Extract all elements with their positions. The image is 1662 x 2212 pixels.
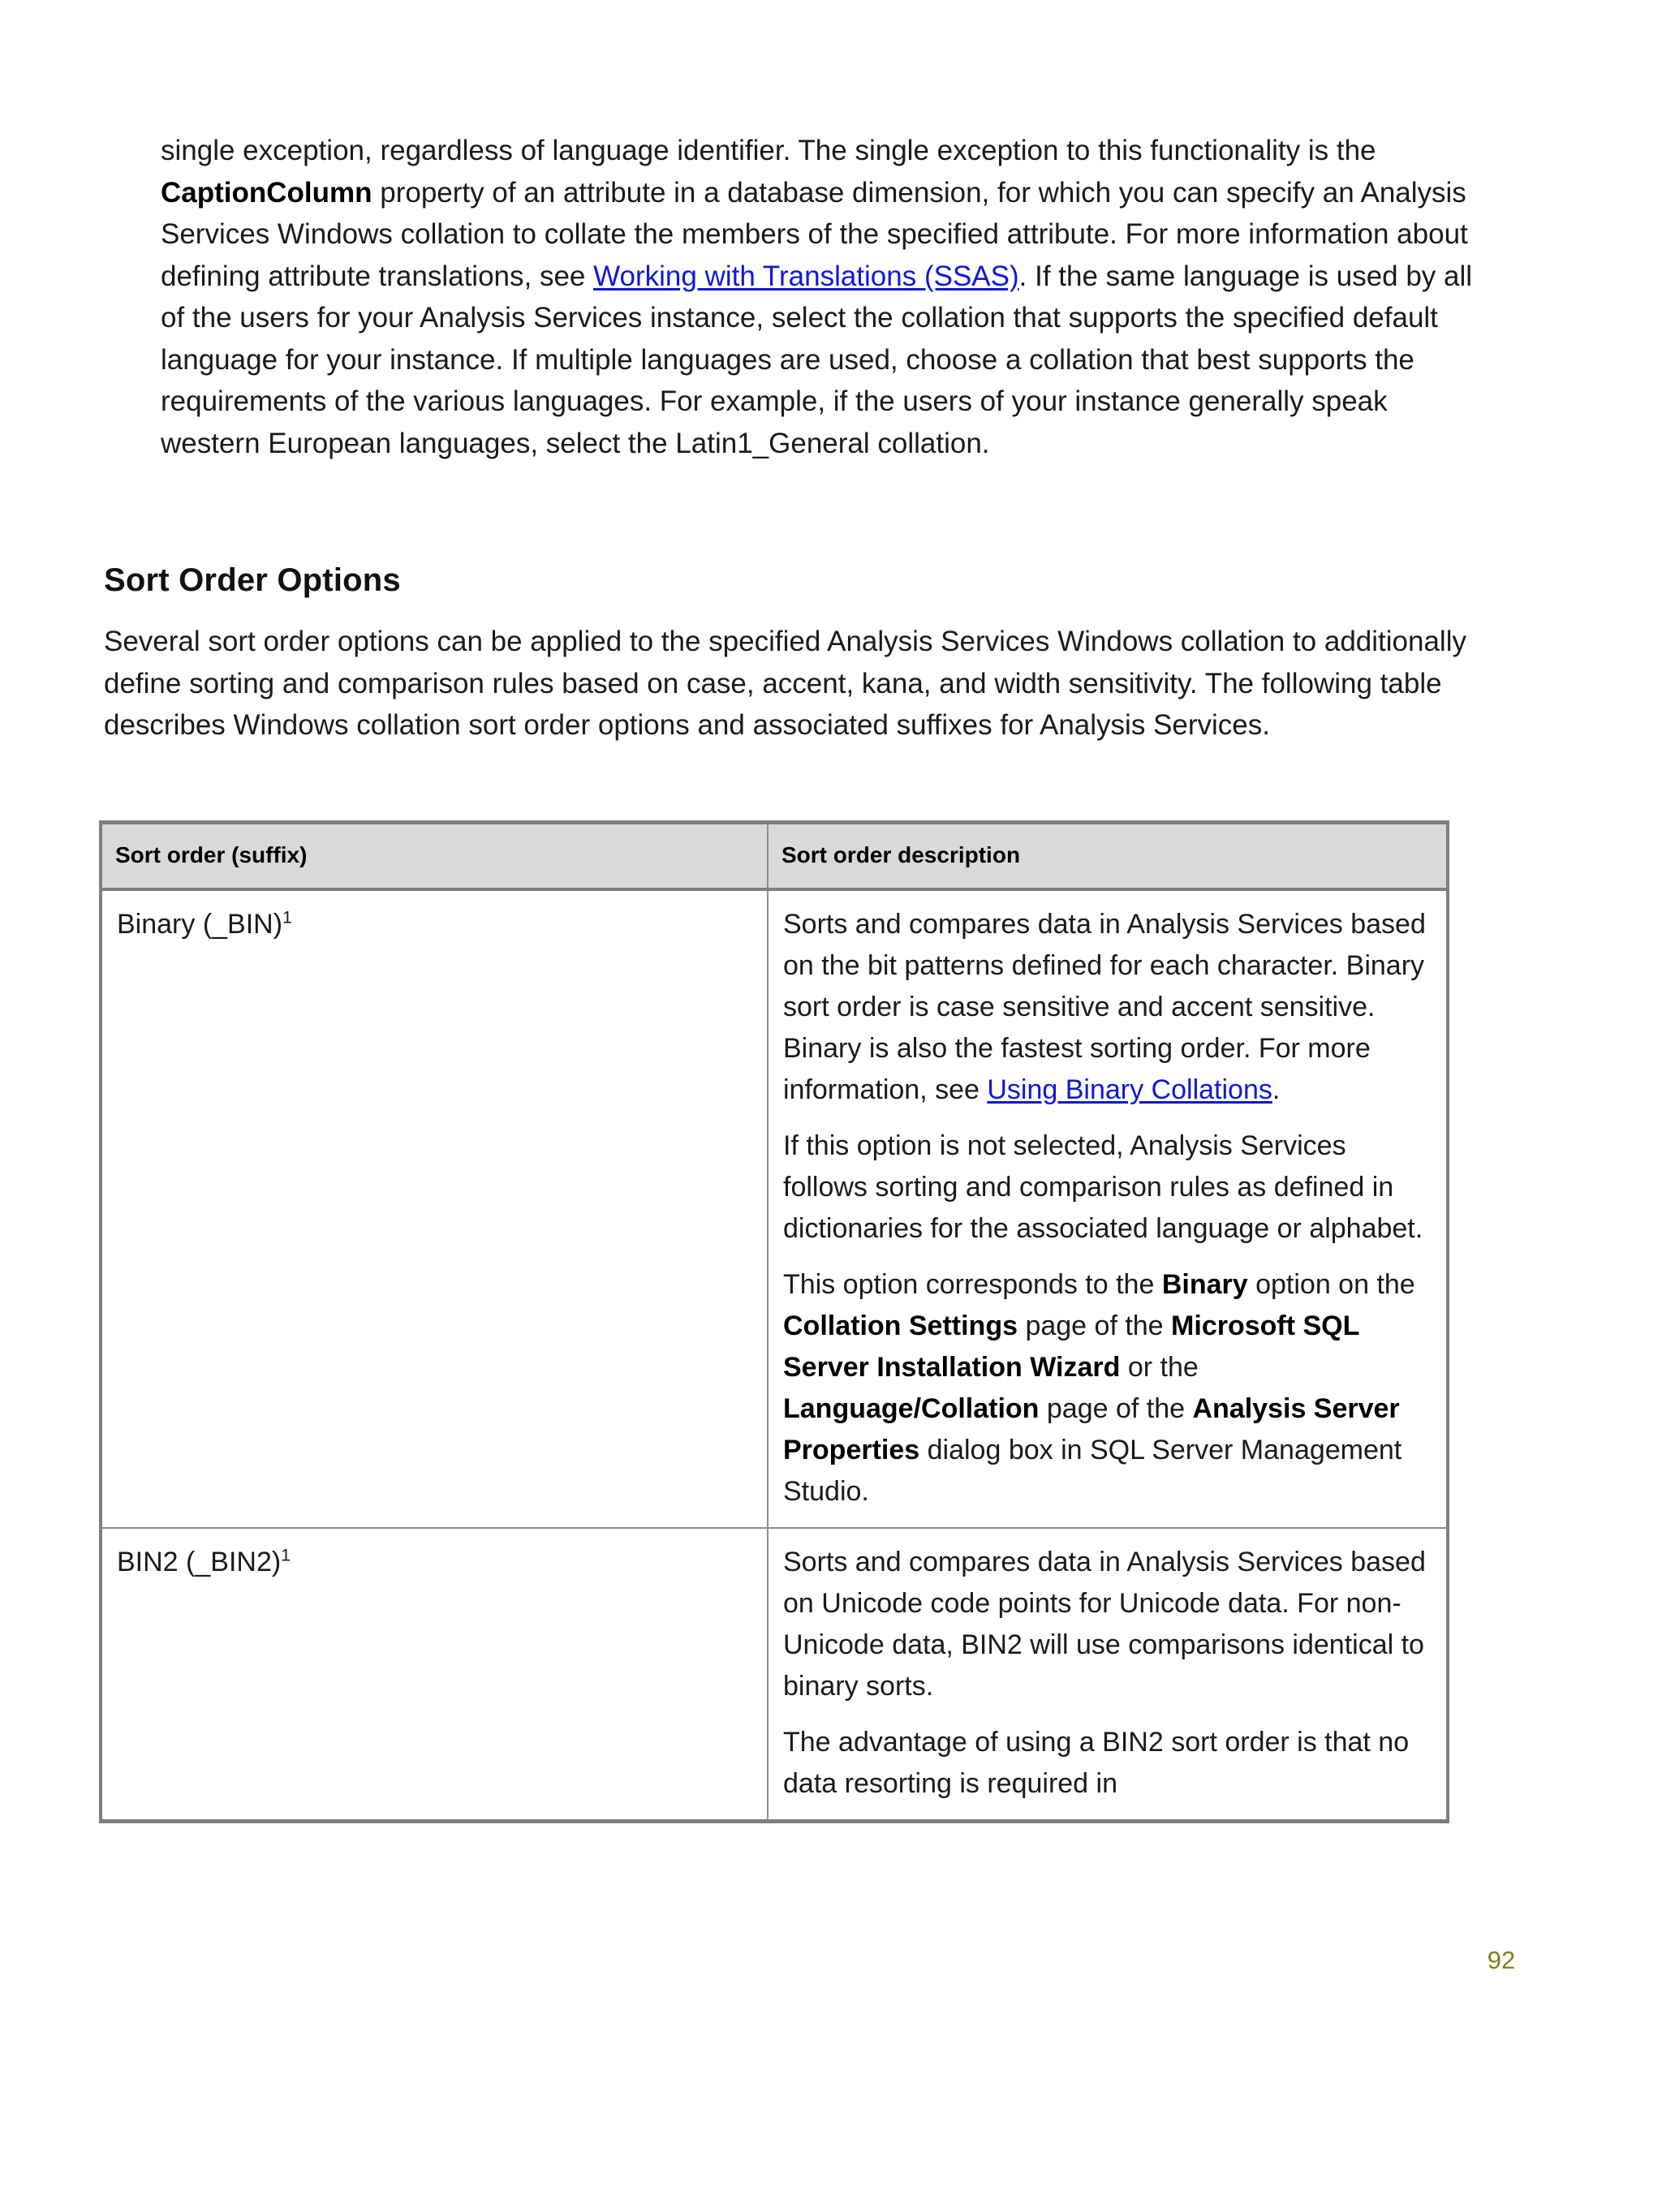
table-row	[101, 889, 1448, 1528]
binary-description-paragraph-1	[783, 904, 1432, 1111]
binary-desc-text-1: Sorts and compares data in Analysis Services based on the bit patterns defined for each character. Binary sort order is case sensitive and accent sensitive. Binary is also the fastest sorting order. For more information, see	[783, 909, 1426, 1105]
table-row	[101, 1528, 1448, 1822]
term-binary-label: Binary (_BIN)	[117, 909, 283, 940]
working-with-translations-link[interactable]: Working with Translations (SSAS)	[593, 260, 1019, 292]
table-header-row	[101, 823, 1448, 890]
bin2-description-paragraph-1: Sorts and compares data in Analysis Services based on Unicode code points for Unicode data. For non-Unicode data, BIN2 will use comparisons identical to binary sorts.	[783, 1547, 1426, 1702]
binary-desc-text-2: .	[1272, 1074, 1281, 1105]
language-collation-term: Language/Collation	[783, 1393, 1040, 1424]
caption-column-term: CaptionColumn	[161, 176, 372, 209]
cell-sort-order-binary	[101, 889, 768, 1528]
intro-text-part-2: property of an attribute in a database dimension, for which you can specify an Analysis Services Windows collation to collate the members of the specified attribute. For more information about defining attribute translations, see	[161, 176, 1468, 292]
binary-p3-text-1: This option corresponds to the	[783, 1269, 1162, 1300]
collation-settings-term: Collation Settings	[783, 1310, 1018, 1341]
binary-p3-text-6: dialog box in SQL Server Management Studio.	[783, 1435, 1402, 1507]
binary-description-paragraph-3	[783, 1264, 1432, 1513]
installation-wizard-term: Microsoft SQL Server Installation Wizard	[783, 1310, 1359, 1383]
binary-option-term: Binary	[1161, 1269, 1248, 1300]
term-bin2	[117, 1542, 752, 1583]
section-paragraph: Several sort order options can be applied to the specified Analysis Services Windows collation to additionally define sorting and comparison rules based on case, accent, kana, and width sensitivity. The following table describes Windows collation sort order options and associated suffixes for Analysis Services.	[104, 626, 1466, 741]
binary-p3-text-3: page of the	[1018, 1310, 1172, 1341]
table-body	[101, 889, 1448, 1822]
column-header-sort-order-description: Sort order description	[768, 823, 1448, 890]
footnote-marker: 1	[282, 908, 292, 927]
term-bin2-label: BIN2 (_BIN2)	[117, 1547, 282, 1577]
intro-text-part-3: . If the same language is used by all of the users for your Analysis Services instance, select the collation that supports the specified default language for your instance. If multiple languages are used, choose a collation that best supports the requirements of the various languages. For example, if the users of your instance generally speak western European languages, select the Latin1_General collation.	[161, 260, 1473, 459]
cell-sort-order-bin2	[101, 1528, 768, 1822]
cell-description-bin2	[768, 1528, 1448, 1822]
footnote-marker: 1	[281, 1546, 291, 1565]
column-header-sort-order-suffix: Sort order (suffix)	[101, 823, 768, 890]
binary-p3-text-2: option on the	[1247, 1269, 1415, 1300]
section-heading-sort-order-options: Sort Order Options	[104, 562, 401, 599]
binary-p3-text-4: or the	[1120, 1352, 1199, 1383]
page-number: 92	[1487, 1946, 1516, 1974]
cell-description-binary	[768, 889, 1448, 1528]
intro-text-part-1: single exception, regardless of language identifier. The single exception to this functionality is the	[161, 135, 1376, 166]
bin2-description-paragraph-2: The advantage of using a BIN2 sort order is that no data resorting is required in	[783, 1727, 1410, 1799]
term-binary	[117, 904, 752, 945]
sort-order-table	[99, 820, 1449, 1823]
intro-paragraph	[161, 130, 1475, 464]
table-header	[101, 823, 1448, 890]
using-binary-collations-link[interactable]: Using Binary Collations	[987, 1074, 1272, 1105]
binary-p3-text-5: page of the	[1039, 1393, 1193, 1424]
binary-description-paragraph-2: If this option is not selected, Analysis Services follows sorting and comparison rules as defined in dictionaries for the associated language or alphabet.	[783, 1130, 1423, 1244]
analysis-server-properties-term: Analysis Server Properties	[783, 1393, 1400, 1465]
